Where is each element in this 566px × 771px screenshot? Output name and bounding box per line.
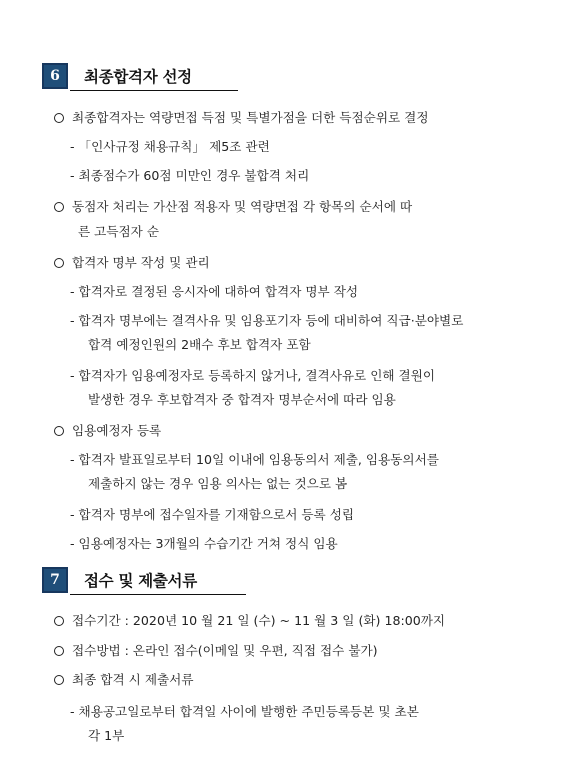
list-item: 동점자 처리는 가산점 적용자 및 역량면접 각 항목의 순서에 따 xyxy=(54,199,412,215)
list-item: - 합격자 명부에 접수일자를 기재함으로서 등록 성립 xyxy=(70,507,355,522)
list-item-continuation: 발생한 경우 후보합격자 중 합격자 명부순서에 따라 임용 xyxy=(88,392,396,407)
list-item-continuation: 른 고득점자 순 xyxy=(78,224,159,239)
section-6-number: 6 xyxy=(42,63,68,89)
section-6-underline xyxy=(70,90,238,91)
circle-bullet-icon xyxy=(54,675,64,685)
list-item: - 최종점수가 60점 미만인 경우 불합격 처리 xyxy=(70,168,310,183)
list-item-continuation: 제출하지 않는 경우 임용 의사는 없는 것으로 봄 xyxy=(88,476,348,491)
circle-bullet-icon xyxy=(54,426,64,436)
list-item: 임용예정자 등록 xyxy=(54,423,161,439)
list-item: 합격자 명부 작성 및 관리 xyxy=(54,255,210,271)
section-7-number: 7 xyxy=(42,567,68,593)
list-item-continuation: 각 1부 xyxy=(88,728,125,743)
circle-bullet-icon xyxy=(54,113,64,123)
list-item: - 채용공고일로부터 합격일 사이에 발행한 주민등록등본 및 초본 xyxy=(70,704,419,719)
circle-bullet-icon xyxy=(54,616,64,626)
list-item: - 임용예정자는 3개월의 수습기간 거쳐 정식 임용 xyxy=(70,536,338,551)
list-item: - 「인사규정 채용규칙」 제5조 관련 xyxy=(70,139,270,154)
list-item: 접수기간 : 2020년 10 월 21 일 (수) ~ 11 월 3 일 (화) 18:00까지 xyxy=(54,613,445,629)
list-item: - 합격자가 임용예정자로 등록하지 않거나, 결격사유로 인해 결원이 xyxy=(70,368,436,383)
section-6-title: 최종합격자 선정 xyxy=(84,68,192,86)
section-7-underline xyxy=(70,594,246,595)
list-item: - 합격자 발표일로부터 10일 이내에 임용동의서 제출, 임용동의서를 xyxy=(70,452,439,467)
list-item: 최종 합격 시 제출서류 xyxy=(54,672,194,688)
list-item-continuation: 합격 예정인원의 2배수 후보 합격자 포함 xyxy=(88,337,311,352)
section-7-title: 접수 및 제출서류 xyxy=(84,572,197,590)
circle-bullet-icon xyxy=(54,646,64,656)
list-item: - 합격자 명부에는 결격사유 및 임용포기자 등에 대비하여 직급·분야별로 xyxy=(70,313,464,328)
list-item: - 합격자로 결정된 응시자에 대하여 합격자 명부 작성 xyxy=(70,284,359,299)
section-7-header xyxy=(42,566,197,594)
circle-bullet-icon xyxy=(54,202,64,212)
circle-bullet-icon xyxy=(54,258,64,268)
list-item: 접수방법 : 온라인 접수(이메일 및 우편, 직접 접수 불가) xyxy=(54,643,378,659)
list-item: 최종합격자는 역량면접 득점 및 특별가점을 더한 득점순위로 결정 xyxy=(54,110,429,126)
section-6-header xyxy=(42,62,192,90)
